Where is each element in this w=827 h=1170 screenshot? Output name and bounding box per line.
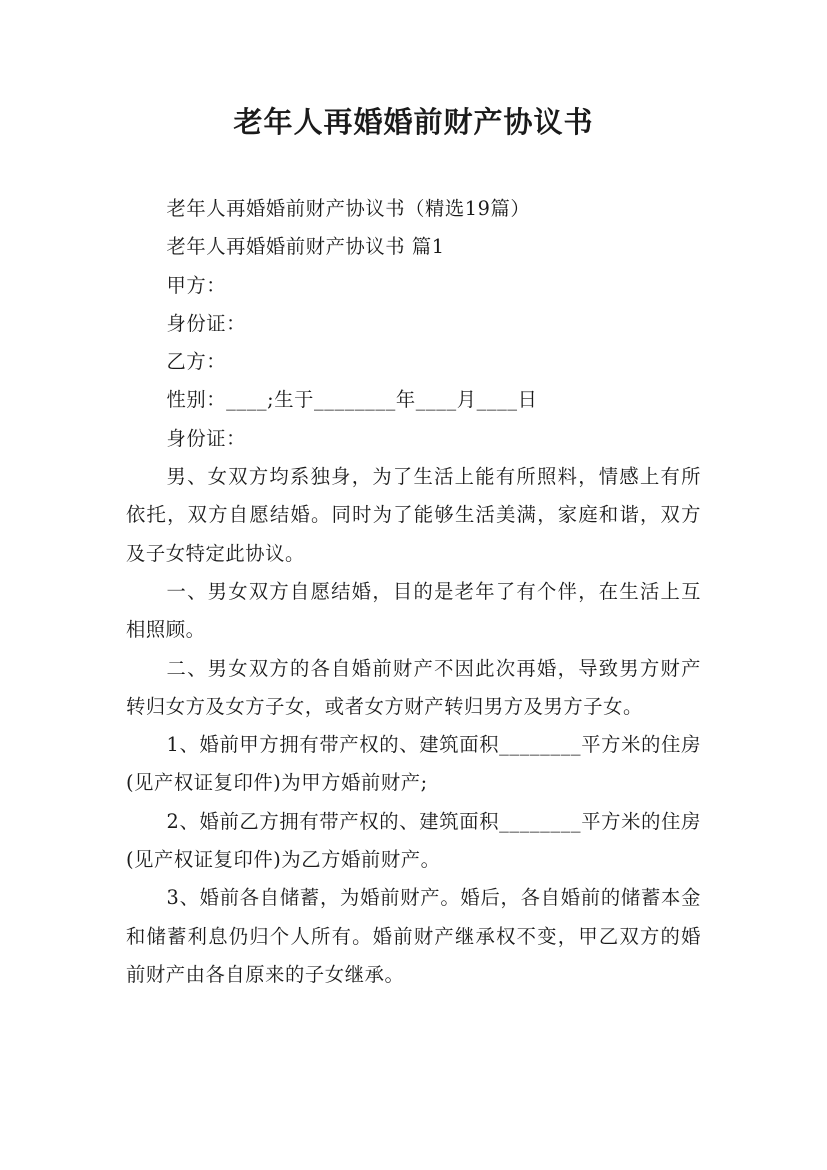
paragraph-clause-2-item-1: 1、婚前甲方拥有带产权的、建筑面积________平方米的住房(见产权证复印件)为甲方婚前财产; [126,733,701,795]
paragraph-preamble: 男、女双方均系独身，为了生活上能有所照料，情感上有所依托，双方自愿结婚。同时为了能够生活美满，家庭和谐，双方及子女特定此协议。 [126,465,701,565]
paragraph-clause-2: 二、男女双方的各自婚前财产不因此次再婚，导致男方财产转归女方及女方子女，或者女方财产转归男方及男方子女。 [126,656,701,718]
paragraph-id-card-b: 身份证： [166,426,247,450]
paragraph-party-a: 甲方： [166,273,227,297]
paragraph-section-title: 老年人再婚婚前财产协议书 篇1 [166,235,445,259]
paragraph-heading-collection: 老年人再婚婚前财产协议书（精选19篇） [166,197,531,220]
paragraph-party-b: 乙方： [166,350,227,374]
document-title: 老年人再婚婚前财产协议书 [233,105,594,139]
paragraph-id-card-a: 身份证： [166,311,247,335]
paragraph-clause-2-item-2: 2、婚前乙方拥有带产权的、建筑面积________平方米的住房(见产权证复印件)为乙方婚前财产。 [126,809,701,872]
paragraph-clause-2-item-3: 3、婚前各自储蓄，为婚前财产。婚后，各自婚前的储蓄本金和储蓄利息仍归个人所有。婚前财产继承权不变，甲乙双方的婚前财产由各自原来的子女继承。 [126,886,701,986]
document-body [126,190,701,994]
paragraph-gender-birth: 性别：____;生于________年____月____日 [166,388,538,412]
paragraph-clause-1: 一、男女双方自愿结婚，目的是老年了有个伴，在生活上互相照顾。 [126,579,701,642]
